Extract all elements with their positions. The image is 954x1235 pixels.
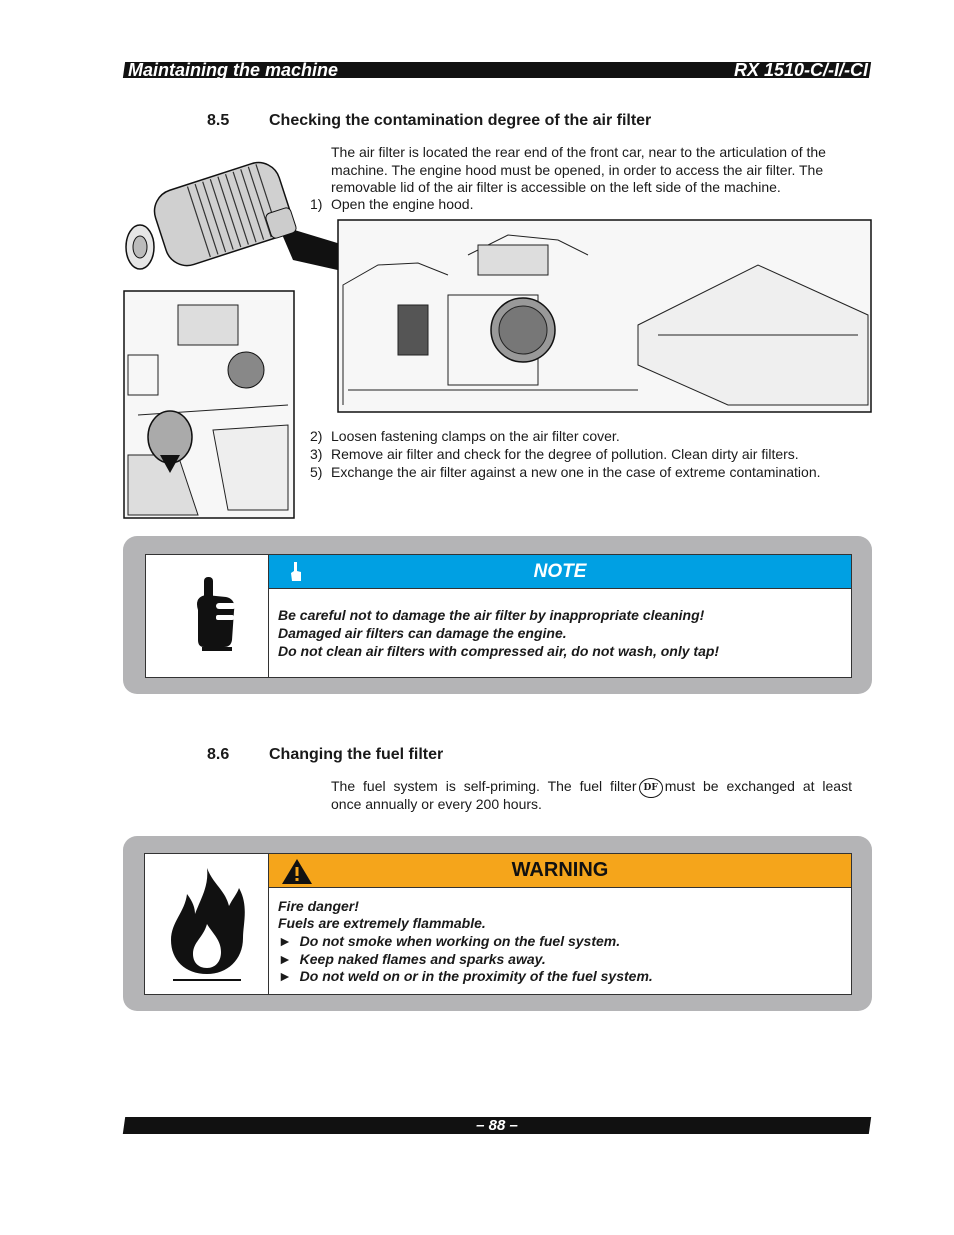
- pointing-hand-icon: [146, 555, 269, 677]
- warning-bullet-3-text: Do not weld on or in the proximity of the fuel system.: [299, 968, 653, 984]
- note-line-1: Be careful not to damage the air filter by inappropriate cleaning!: [278, 607, 705, 623]
- note-content-box: [268, 554, 852, 678]
- step-2-number: 2): [310, 428, 323, 444]
- note-heading: NOTE: [533, 561, 587, 582]
- step-2-text: Loosen fastening clamps on the air filter cover.: [331, 428, 620, 444]
- warning-line-1: Fire danger!: [278, 898, 359, 914]
- note-header: [269, 555, 851, 589]
- section-85-number: 8.5: [207, 112, 230, 129]
- step-3-number: 3): [310, 446, 323, 462]
- header-model-title: RX 1510-C/-I/-CI: [733, 60, 868, 80]
- warning-triangle-icon: [281, 857, 313, 885]
- section-85-intro: The air filter is located the rear end of the front car, near to the articulation of the machine. The engine hood must be opened, in order to access the air filter. The removable lid of the air filter is accessible on the left side of the machine.: [331, 144, 826, 195]
- flame-icon: [145, 854, 269, 994]
- note-icon-box: [145, 554, 270, 678]
- warning-bullet-2-text: Keep naked flames and sparks away.: [299, 951, 546, 967]
- warning-content-box: [268, 853, 852, 995]
- bullet-arrow-icon: ►: [278, 968, 292, 984]
- fuel-filter-badge: DF: [639, 778, 663, 798]
- step-2: [310, 427, 620, 445]
- engine-view-main: [338, 220, 871, 412]
- section-86-text-after: must be exchanged at least: [664, 778, 852, 794]
- warning-bullet-2: [278, 951, 546, 969]
- section-86-title: Changing the fuel filter: [269, 746, 444, 763]
- note-line-3: Do not clean air filters with compressed air, do not wash, only tap!: [278, 643, 720, 659]
- step-1-number: 1): [310, 196, 323, 212]
- air-filter-closeup: [126, 157, 297, 271]
- section-86-number: 8.6: [207, 746, 230, 763]
- page-number: – 88 –: [476, 1117, 518, 1134]
- warning-bullet-1: [278, 933, 620, 951]
- step-5-number: 5): [310, 464, 323, 480]
- warning-bullet-1-text: Do not smoke when working on the fuel system.: [299, 933, 621, 949]
- step-1-text: Open the engine hood.: [331, 196, 474, 212]
- section-86-line-2: once annually or every 200 hours.: [331, 796, 542, 812]
- warning-header: [269, 854, 851, 888]
- step-5-text: Exchange the air filter against a new one in the case of extreme contamination.: [331, 464, 821, 480]
- warning-bullet-3: [278, 968, 653, 986]
- warning-icon-box: [144, 853, 270, 995]
- small-hand-icon: [289, 561, 303, 583]
- section-86-text-before: The fuel system is self-priming. The fuel filter: [331, 778, 637, 794]
- engine-view-detail: [124, 291, 294, 518]
- header-section-title: Maintaining the machine: [128, 60, 339, 80]
- section-86-line-1: [331, 778, 852, 798]
- step-5: [310, 463, 821, 481]
- bullet-arrow-icon: ►: [278, 933, 292, 949]
- section-85-title: Checking the contamination degree of the air filter: [269, 112, 652, 129]
- warning-heading: WARNING: [511, 859, 609, 881]
- warning-line-2: Fuels are extremely flammable.: [278, 915, 486, 931]
- note-line-2: Damaged air filters can damage the engine.: [278, 625, 567, 641]
- step-3: [310, 445, 799, 463]
- step-3-text: Remove air filter and check for the degree of pollution. Clean dirty air filters.: [331, 446, 799, 462]
- bullet-arrow-icon: ►: [278, 951, 292, 967]
